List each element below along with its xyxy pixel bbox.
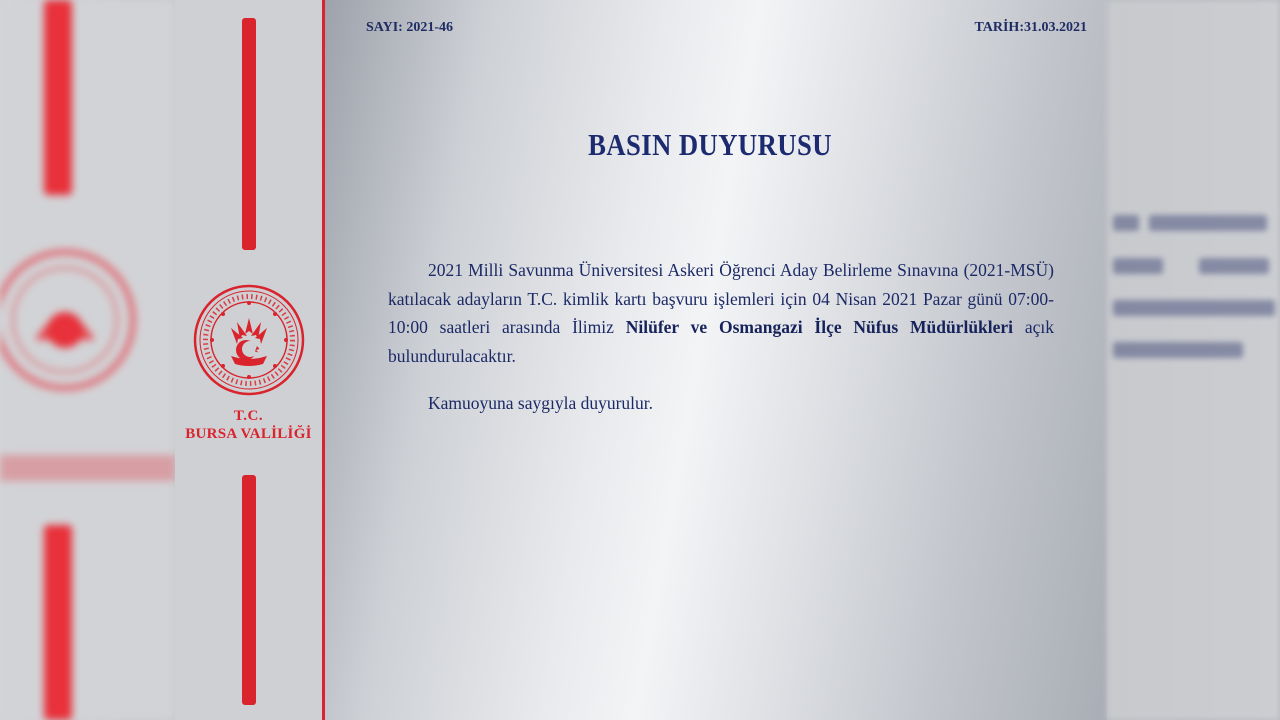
turkish-state-emblem-icon — [193, 284, 305, 396]
red-bar-lower — [242, 475, 256, 705]
blurred-background-right — [1107, 0, 1280, 720]
paragraph-text-before: 2021 Milli Savunma Üniversitesi Askeri Öğrenci Aday Belirleme Sınavına (2021-MSÜ) katılacak adayların T.C. kimlik kartı başvuru işlemleri için 04 Nisan 2021 Pazar günü 07:00-10:00 saatleri arasında İlimiz — [388, 260, 1054, 337]
blurred-emblem-icon — [0, 245, 140, 395]
paragraph-text-after: açık bulundurulacaktır. — [388, 317, 1054, 366]
paragraph-emphasis: Nilüfer ve Osmangazi İlçe Nüfus Müdürlükleri — [625, 317, 1014, 337]
blurred-text-line — [1113, 300, 1275, 316]
blurred-text-line — [1113, 258, 1163, 274]
blurred-text-line — [1113, 215, 1139, 231]
letterhead-strip — [175, 0, 325, 720]
blurred-background-left — [0, 0, 175, 720]
blurred-text-line — [1149, 215, 1267, 231]
document-title: BASIN DUYURUSU — [588, 127, 832, 162]
blurred-red-bar — [44, 0, 72, 195]
country-label: T.C. — [233, 408, 264, 424]
blurred-red-bar — [44, 525, 72, 720]
press-release-document — [325, 0, 1107, 720]
red-bar-upper — [242, 18, 256, 250]
blurred-text-line — [1199, 258, 1269, 274]
office-label: BURSA VALİLİĞİ — [185, 426, 312, 442]
reference-number: SAYI: 2021-46 — [366, 20, 453, 35]
document-date: TARİH:31.03.2021 — [974, 20, 1087, 35]
blurred-office-text — [0, 455, 175, 481]
announcement-paragraph — [388, 256, 1054, 370]
blurred-text-line — [1113, 342, 1243, 358]
closing-line: Kamuoyuna saygıyla duyurulur. — [428, 393, 654, 413]
